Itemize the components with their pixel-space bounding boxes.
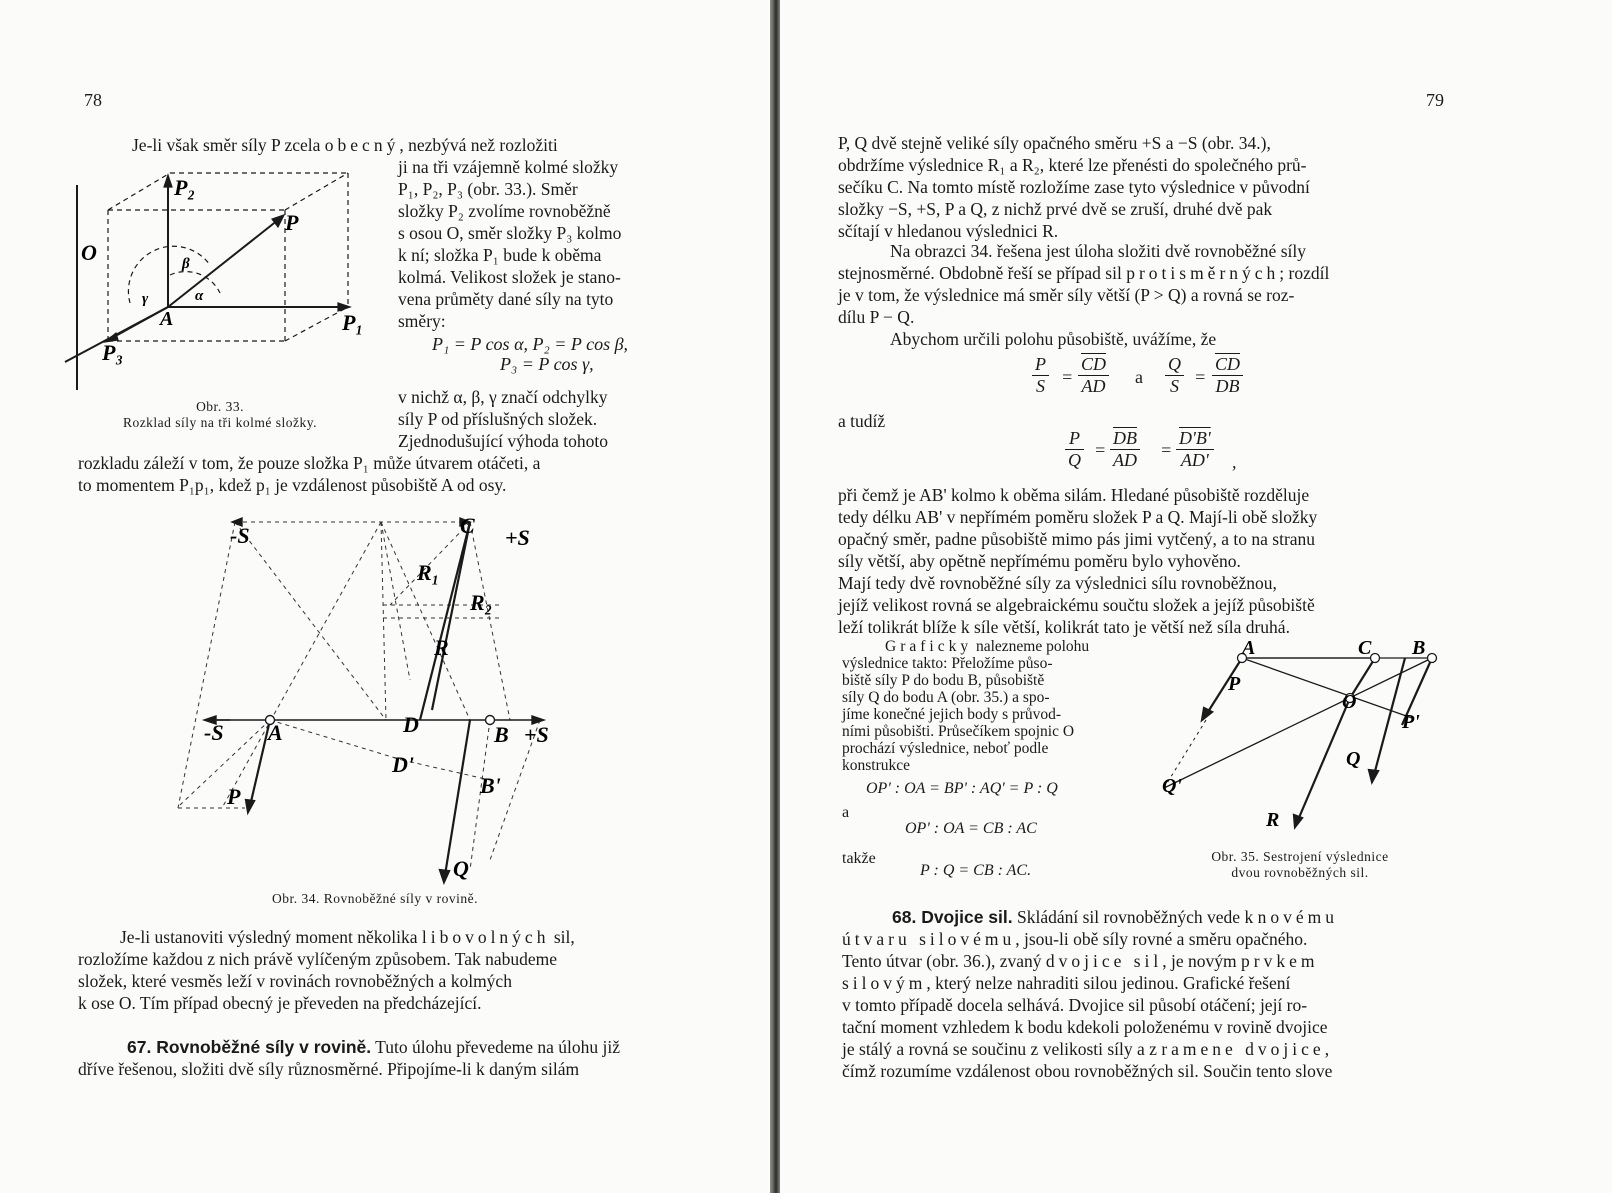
arrowhead <box>1369 770 1378 782</box>
text-line: sčítají v hledanou výslednici R. <box>838 221 1059 241</box>
s68-line4-rest: , který nelze nahraditi silou jedinou. Grafické řešení <box>926 973 1291 993</box>
s68-line2-rest: , jsou-li obě síly rovné a směru opačného. <box>1015 929 1308 949</box>
text-line: sečíku C. Na tomto místě rozložíme zase tyto výslednice v původní <box>838 177 1310 197</box>
section-67-line <box>127 1036 687 1058</box>
equation-c: P : Q = CB : AC. <box>920 862 1032 879</box>
right-page <box>780 0 1612 1193</box>
text-line: Zjednodušující výhoda tohoto <box>398 431 608 451</box>
text-line: jejíž velikost rovná se algebraickému součtu složek a jejíž působiště <box>838 595 1315 615</box>
label-c: C <box>460 513 475 538</box>
construction-line <box>178 522 235 808</box>
label-p3: P₃ <box>102 340 124 365</box>
s68-line4-spaced: silovým <box>842 973 927 993</box>
hence-word: a tudíž <box>838 411 886 431</box>
label-d: D <box>403 712 419 737</box>
label-r1: R₁ <box>417 560 440 585</box>
text-line: složek, které vesměs leží v rovinách rovnoběžných a kolmých <box>78 971 512 991</box>
page-number: 78 <box>84 90 102 110</box>
text-line: ními působišti. Průsečíkem spojnic O <box>842 723 1075 740</box>
section-68-line2 <box>842 928 1462 950</box>
figure-35 <box>1150 637 1450 840</box>
label-q: Q <box>1346 748 1361 770</box>
label-a: A <box>268 720 283 745</box>
label-p: P <box>1228 673 1241 695</box>
label-s-top-left: -S <box>230 523 250 548</box>
label-b: B <box>1412 637 1426 659</box>
section-68-line4 <box>842 972 1462 994</box>
intro-text: Je-li však směr síly P zcela <box>132 135 321 155</box>
numerator: P <box>1032 354 1049 376</box>
construction-line <box>270 720 402 760</box>
label-p: P <box>227 784 241 809</box>
numerator: Q <box>1165 354 1184 376</box>
arrowhead <box>440 870 449 882</box>
denominator: AD' <box>1180 450 1209 470</box>
comma: , <box>1232 452 1237 472</box>
construction-line <box>180 720 270 805</box>
force-r <box>1298 698 1350 820</box>
force-r <box>420 522 470 720</box>
force-q <box>445 720 470 875</box>
construction-line <box>381 522 470 720</box>
text-line: opačný směr, padne působiště mimo pás jimi vytčený, a to na stranu <box>838 529 1316 549</box>
equals-sign: = <box>1160 440 1173 460</box>
para2-spaced: libovolných <box>421 927 550 947</box>
s68-line7-spaced: ramene dvojice <box>1161 1039 1325 1059</box>
graf-first: nalezneme polohu <box>972 638 1090 655</box>
intro-spaced: obecný <box>324 135 400 155</box>
fraction-cd-db <box>1212 354 1243 397</box>
text-line: P₁, P₂, P₃ (obr. 33.). Směr <box>398 179 578 199</box>
s68-line2-spaced: útvaru silovému <box>842 929 1016 949</box>
denominator: AD <box>1113 450 1137 470</box>
label-c: C <box>1358 637 1372 659</box>
fraction-q-s <box>1165 354 1184 397</box>
fraction-p-q <box>1065 428 1084 471</box>
label-p: P <box>285 210 299 235</box>
s68-line3-mid: , je novým <box>1162 951 1237 971</box>
arrowhead <box>164 175 172 187</box>
box-edge <box>285 173 348 210</box>
text-line: tedy délku AB' v nepřímém poměru složek P a Q. Mají-li obě složky <box>838 507 1318 527</box>
denominator: S <box>1170 376 1179 396</box>
text-line: P, Q dvě stejně veliké síly opačného směru +S a −S (obr. 34.), <box>838 133 1271 153</box>
label-gamma: γ <box>142 291 149 307</box>
text-line: výslednice takto: Přeložíme půso- <box>842 655 1053 672</box>
fig35-caption-line1: Obr. 35. Sestrojení výslednice <box>1211 849 1389 864</box>
label-s-left: -S <box>204 720 224 745</box>
label-q: Q <box>453 856 469 881</box>
text-line: biště síly P do bodu B, působiště <box>842 672 1045 689</box>
word-takze: takže <box>842 850 876 867</box>
text-line: konstrukce <box>842 757 911 774</box>
para2-pre: Je-li ustanoviti výsledný moment několika <box>120 927 418 947</box>
text-line: kolmá. Velikost složek je stano- <box>398 267 621 287</box>
label-a: A <box>1242 637 1256 659</box>
text-line: Mají tedy dvě rovnoběžné síly za výslednici sílu rovnoběžnou, <box>838 573 1277 593</box>
text-line: v tomto případě docela selhává. Dvojice sil působí otáčení; její ro- <box>842 995 1308 1015</box>
text-line: ji na tři vzájemně kolmé složky <box>398 157 619 177</box>
label-q-prime: Q' <box>1162 775 1182 797</box>
force-p <box>250 720 270 806</box>
equation-b: OP' : OA = CB : AC <box>905 820 1037 837</box>
text-line: prochází výslednice, neboť podle <box>842 740 1049 757</box>
p2-line3: je v tom, že výslednice má směr síly větší (P > Q) a rovná se roz- <box>838 285 1295 305</box>
intro-line <box>132 134 687 156</box>
s68-line3-spaced1: dvojice sil <box>1045 951 1163 971</box>
label-a: A <box>160 308 174 330</box>
construction-line <box>470 522 510 720</box>
graf-spaced: Graficky <box>885 638 973 655</box>
equation-a: OP' : OA = BP' : AQ' = P : Q <box>866 780 1058 797</box>
label-p1: P₁ <box>342 310 364 335</box>
p2-line2-spaced: protisměrných <box>1126 263 1280 283</box>
label-beta: β <box>182 256 190 272</box>
s68-line3-pre: Tento útvar (obr. 36.), zvaný <box>842 951 1042 971</box>
arrowhead <box>246 800 254 812</box>
fig33-caption-text: Rozklad síly na tři kolmé složky. <box>122 415 318 430</box>
section-68-line3 <box>842 950 1462 972</box>
text-line: síly Q do bodu A (obr. 35.) a spo- <box>842 689 1050 706</box>
fraction-p-s <box>1032 354 1049 397</box>
label-s-top-right: +S <box>505 525 530 550</box>
section-68-heading: 68. Dvojice sil. <box>892 907 1013 927</box>
p2-line2-pre: stejnosměrné. Obdobně řeší se případ sil <box>838 263 1122 283</box>
construction-line <box>235 522 386 720</box>
text-line: leží tolikrát blíže k síle větší, kolikrát tato je větší než síla druhá. <box>838 617 1290 637</box>
label-alpha: α <box>195 288 204 304</box>
text-line: s osou O, směr složky P₃ kolmo <box>398 223 622 243</box>
text-line: obdržíme výslednice R₁ a R₂, které lze přenésti do společného prů- <box>838 155 1307 175</box>
label-p2: P₂ <box>174 175 196 200</box>
equals-sign: = <box>1061 367 1074 387</box>
section-68-line1 <box>892 906 1462 928</box>
text-line: rozložíme každou z nich právě vylíčeným způsobem. Tak nabudeme <box>78 949 558 969</box>
label-s-right: +S <box>524 722 549 747</box>
text-line: k ní; složka P₁ bude k oběma <box>398 245 602 265</box>
text-line: tační moment vzhledem k bodu kdekoli položenému v rovině dvojice <box>842 1017 1328 1037</box>
label-r: R <box>1266 809 1280 831</box>
text-line: síly větší, aby opětně nepřímému poměru bylo vyhověno. <box>838 551 1241 571</box>
p2-line2 <box>838 262 1458 284</box>
text-line: v nichž α, β, γ značí odchylky <box>398 387 608 407</box>
force-q <box>1374 658 1405 775</box>
point-c <box>1371 654 1380 663</box>
section-67-first: Tuto úlohu převedeme na úlohu již <box>371 1037 620 1057</box>
word-a: a <box>842 804 850 821</box>
label-d-prime: D' <box>392 752 414 777</box>
s68-line7-post: , <box>1324 1039 1330 1059</box>
text-line: k ose O. Tím případ obecný je převeden na předcházející. <box>78 993 482 1013</box>
s68-spaced1: novému <box>1257 907 1338 927</box>
equals-sign: = <box>1194 367 1207 387</box>
equation-1: P₁ = P cos α, P₂ = P cos β, <box>432 334 629 354</box>
denominator: AD <box>1081 376 1106 396</box>
text-line: jíme konečné jejich body s průvod- <box>842 706 1062 723</box>
text-line: složky −S, +S, P a Q, z nichž prvé dvě se zruší, druhé dvě pak <box>838 199 1273 219</box>
graf-first-line <box>885 638 1195 655</box>
p2-line1: Na obrazci 34. řešena jest úloha složiti dvě rovnoběžné síly <box>890 241 1306 261</box>
text-line: při čemž je AB' kolmo k oběma silám. Hledané působiště rozděluje <box>838 485 1310 505</box>
s68-first: Skládání sil rovnoběžných vede k <box>1012 907 1254 927</box>
section-68-line8: čímž rozumíme vzdálenost obou rovnoběžných sil. Součin tento slove <box>842 1061 1333 1081</box>
arrowhead <box>1294 815 1302 827</box>
point-b <box>1428 654 1437 663</box>
label-r2: R₂ <box>470 590 493 615</box>
label-r: R <box>434 635 449 660</box>
text-line: rozkladu záleží v tom, že pouze složka P₁ může útvarem otáčeti, a <box>78 453 541 473</box>
fig34-caption: Obr. 34. Rovnoběžné síly v rovině. <box>272 891 478 906</box>
label-o: O <box>1342 691 1357 713</box>
text-line: vena průměty dané síly na tyto <box>398 289 614 309</box>
s68-line3-spaced2: prvkem <box>1241 951 1319 971</box>
equals-sign: = <box>1094 440 1107 460</box>
denominator: DB <box>1215 376 1240 396</box>
arrowhead <box>272 215 284 227</box>
numerator: P <box>1065 428 1084 450</box>
numerator: $\overline{CD}$ <box>1078 354 1109 376</box>
numerator: $\overline{CD}$ <box>1212 354 1243 376</box>
text-line: to momentem P₁p₁, kdež p₁ je vzdálenost působiště A od osy. <box>78 475 507 495</box>
construction-line <box>402 760 490 780</box>
fig33-caption-number: Obr. 33. <box>196 399 244 414</box>
p2-line2-post: ; rozdíl <box>1279 263 1330 283</box>
figure-34 <box>170 510 570 890</box>
numerator: $\overline{DB}$ <box>1110 428 1140 450</box>
equation-2: P₃ = P cos γ, <box>500 354 594 374</box>
left-page <box>0 0 770 1193</box>
fig35-caption-line2: dvou rovnoběžných sil. <box>1231 865 1369 880</box>
figure-33 <box>60 165 390 400</box>
label-b-prime: B' <box>480 773 501 798</box>
fraction-db-ad <box>1110 428 1140 471</box>
denominator: Q <box>1068 450 1081 470</box>
section-67-heading: 67. Rovnoběžné síly v rovině. <box>127 1037 372 1057</box>
text-line: složky P₂ zvolíme rovnoběžně <box>398 201 611 221</box>
label-p-prime: P' <box>1402 711 1420 733</box>
denominator: S <box>1036 376 1045 396</box>
and-word: a <box>1135 367 1143 387</box>
section-67-line2: dříve řešenou, složiti dvě síly různosměrné. Připojíme-li k daným silám <box>78 1059 580 1079</box>
label-b: B <box>494 722 509 747</box>
s68-line7-pre: je stálý a rovná se součinu z velikosti síly a z <box>842 1039 1157 1059</box>
construction-line <box>222 522 381 808</box>
section-68-line7 <box>842 1038 1462 1060</box>
fraction-cd-ad <box>1078 354 1109 397</box>
label-o: O <box>81 240 97 265</box>
text-line: směry: <box>398 311 446 331</box>
text-line: síly P od příslušných složek. <box>398 409 598 429</box>
para2-first-line <box>120 926 680 948</box>
intro-rest: , nezbývá než rozložiti <box>399 135 558 155</box>
page-number: 79 <box>1426 90 1444 110</box>
p3-line1: Abychom určili polohu působiště, uvážíme, že <box>890 329 1217 349</box>
box-edge <box>285 307 348 341</box>
box-edge <box>108 173 170 210</box>
fraction-dpbp-adp <box>1176 428 1214 471</box>
construction-line <box>381 522 386 720</box>
p2-line4: dílu P − Q. <box>838 307 915 327</box>
numerator: D'B' <box>1176 428 1214 450</box>
force-r-line <box>432 522 470 710</box>
para2-post: sil, <box>549 927 575 947</box>
construction-line <box>381 522 410 680</box>
